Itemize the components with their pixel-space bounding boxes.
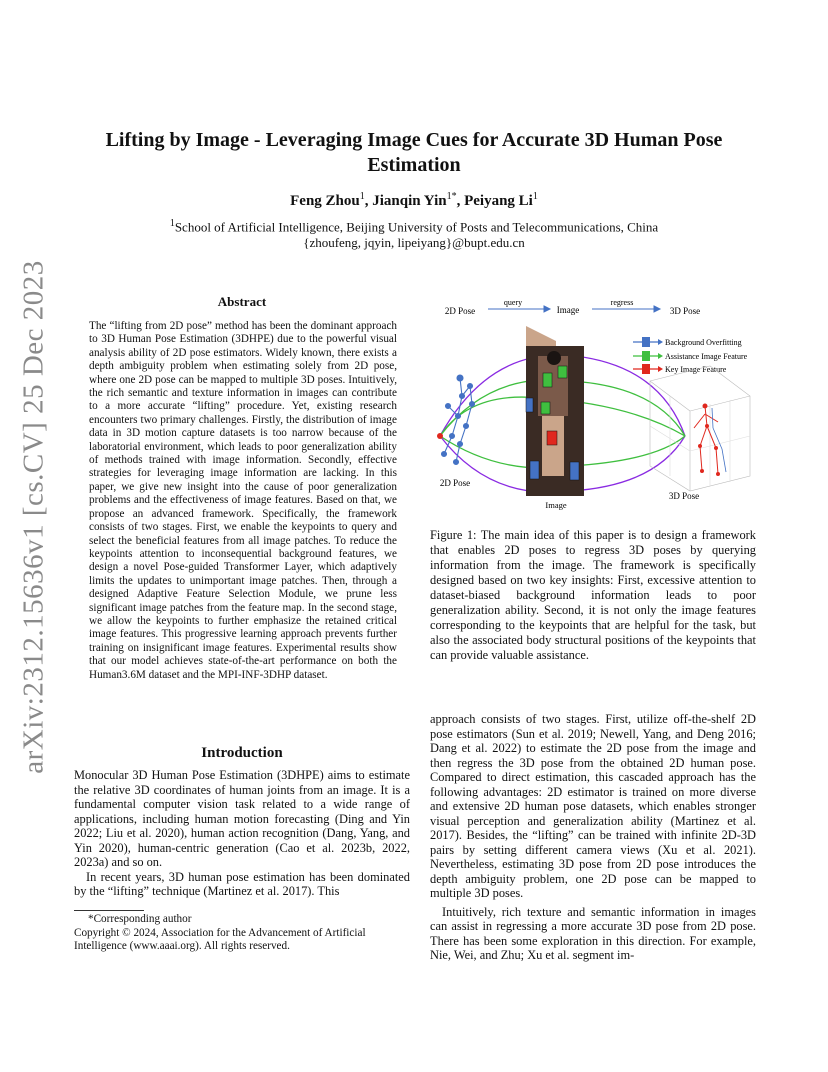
label-image-bottom: Image — [545, 500, 567, 510]
label-3d-pose-top: 3D Pose — [669, 306, 701, 316]
figure-caption: Figure 1: The main idea of this paper is to design a framework that enables 2D poses to regress 3D poses by querying information from the image. The framework is specifically designed based on two key insights: First, excessive attention to dataset-biased background information leads to poor generalization ability. Second, it is not only the image features corresponding to the keypoints that are helpful for the task, but also the associated body structural positions of the keypoints that can provide valuable assistance. — [430, 528, 756, 662]
corresponding-author-note: *Corresponding author — [88, 913, 192, 925]
label-regress: regress — [610, 298, 634, 307]
paragraph: approach consists of two stages. First, utilize off-the-shelf 2D pose estimators (Sun et al. 2019; Newell, Yang, and Deng 2016; Dang et al. 2022) to estimate the 2D pose from the image and then regress the 3D pose from the obtained 2D human pose. Compared to direct estimation, this cascaded approach has the following advantages: 2D estimator is trained on more diverse and extensive 2D human pose datasets, which enables stronger visual perception and generalization ability (Martinez et al. 2017). Besides, the “lifting” can be trained with infinite 2D-3D pairs by setting different camera views (Xu et al. 2021). Nevertheless, estimating 3D pose from 2D pose introduces the depth ambiguity problem, one 2D pose can be mapped to multiple 3D poses. — [430, 712, 756, 900]
abstract-heading: Abstract — [217, 294, 267, 309]
paragraph: In recent years, 3D human pose estimation has been dominated by the “lifting” technique (Martinez et al. 2017). This — [74, 869, 410, 898]
legend-item-key — [633, 364, 727, 374]
abstract-text: The “lifting from 2D pose” method has been the dominant approach to 3D Human Pose Estimation (3DHPE) due to the powerful visual analysis ability of 2D pose estimators. Widely known, there exists a depth ambiguity problem when estimating solely from 2D pose, where one 2D pose can be mapped to multiple 3D poses. Intuitively, the rich semantic and texture information in images can contribute to a more accurate “lifting” procedure. Yet, existing research encounters two primary challenges. Firstly, the distribution of image data in 3D motion capture datasets is too narrow because of the laboratorial environment, which leads to poor generalization ability of methods trained with image information. Secondly, effective strategies for leveraging image information are lacking. In this paper, we give new insight into the cause of poor generalization problems and the effectiveness of image features. Based on that, we propose an advanced framework. Specifically, the framework consists of two stages. First, we enable the keypoints to query and select the beneficial features from all image patches. To reduce the keypoints attention to inconsequential background features, we design a novel Pose-guided Transformer Layer, which adaptively limits the updates to unimportant image patches. Then, through a designed Adaptive Feature Selection Module, we prune less significant image patches from the feature map. In the second stage, we allow the keypoints to further emphasize the retained critical image features. This progressive learning approach prevents further training on insignificant image features. Experimental results show that our model achieves state-of-the-art performance on both the Human3.6M dataset and the MPI-INF-3DHP dataset. — [89, 320, 397, 681]
author-name: Peiyang Li — [464, 193, 533, 209]
legend-item-assistance — [633, 351, 748, 361]
legend-label: Background Overfitting — [665, 338, 742, 347]
paragraph: Intuitively, rich texture and semantic information in images can assist in regressing a more accurate 3D pose from 2D pose. There has been some exploration in this direction. For example, Nie, Wei, and Zhu; Xu et al. segment im- — [430, 904, 756, 962]
3d-skeleton-alt — [712, 408, 726, 472]
label-2d-pose-bottom: 2D Pose — [439, 478, 471, 488]
figure-1 — [430, 286, 756, 518]
footnote-divider — [74, 910, 144, 911]
paragraph: Monocular 3D Human Pose Estimation (3DHPE) aims to estimate the relative 3D coordinates of human joints from an image. It is a fundamental computer vision task related to a wide range of applications, including human motion forecasting (Ding and Yin 2022; Liu et al. 2020), human action recognition (Dang, Yang, and Yin 2020), human-centric generation (Cao et al. 2023b, 2022, 2023a) and so on. — [74, 768, 410, 869]
framework-diagram — [430, 286, 756, 518]
author-emails: {zhoufeng, jqyin, lipeiyang}@bupt.edu.cn — [303, 235, 525, 251]
legend — [633, 337, 748, 374]
author-list: Feng Zhou$^1$, Jianqin Yin$^{1*}$, Peiyang Li$^1$ — [290, 191, 538, 209]
arxiv-identifier: arXiv:2312.15636v1 [cs.CV] 25 Dec 2023 — [17, 260, 50, 774]
introduction-body — [74, 768, 410, 899]
label-query: query — [503, 298, 523, 307]
affiliation-mark: 1 — [169, 218, 175, 229]
footnote-block — [74, 913, 410, 954]
paper-title: Lifting by Image - Leveraging Image Cues for Accurate 3D Human Pose Estimation — [105, 129, 723, 176]
right-column-body — [430, 712, 756, 963]
arxiv-sidebar-stamp — [6, 260, 62, 774]
2d-skeleton — [442, 375, 475, 465]
author-mark: 1 — [359, 191, 365, 202]
author-mark: 1* — [446, 191, 457, 202]
introduction-heading: Introduction — [201, 745, 283, 761]
3d-skeleton — [694, 404, 720, 476]
author-name: Jianqin Yin — [372, 193, 447, 209]
label-2d-pose-top: 2D Pose — [444, 306, 476, 316]
affiliation: School of Artificial Intelligence, Beijing University of Posts and Telecommunications, China — [174, 219, 659, 235]
legend-label: Assistance Image Feature — [665, 352, 748, 361]
keypoint-highlight — [437, 433, 443, 439]
label-image-top: Image — [556, 305, 580, 315]
3d-pose-plot — [650, 366, 750, 491]
author-mark: 1 — [532, 191, 538, 202]
affiliation-block — [100, 216, 728, 251]
legend-item-background — [633, 337, 742, 347]
copyright-note: Copyright © 2024, Association for the Advancement of Artificial Intelligence (www.aaai.org). All rights reserved. — [74, 926, 366, 952]
author-name: Feng Zhou — [290, 193, 360, 209]
legend-label: Key Image Feature — [665, 365, 727, 374]
label-3d-pose-bottom: 3D Pose — [668, 491, 700, 501]
